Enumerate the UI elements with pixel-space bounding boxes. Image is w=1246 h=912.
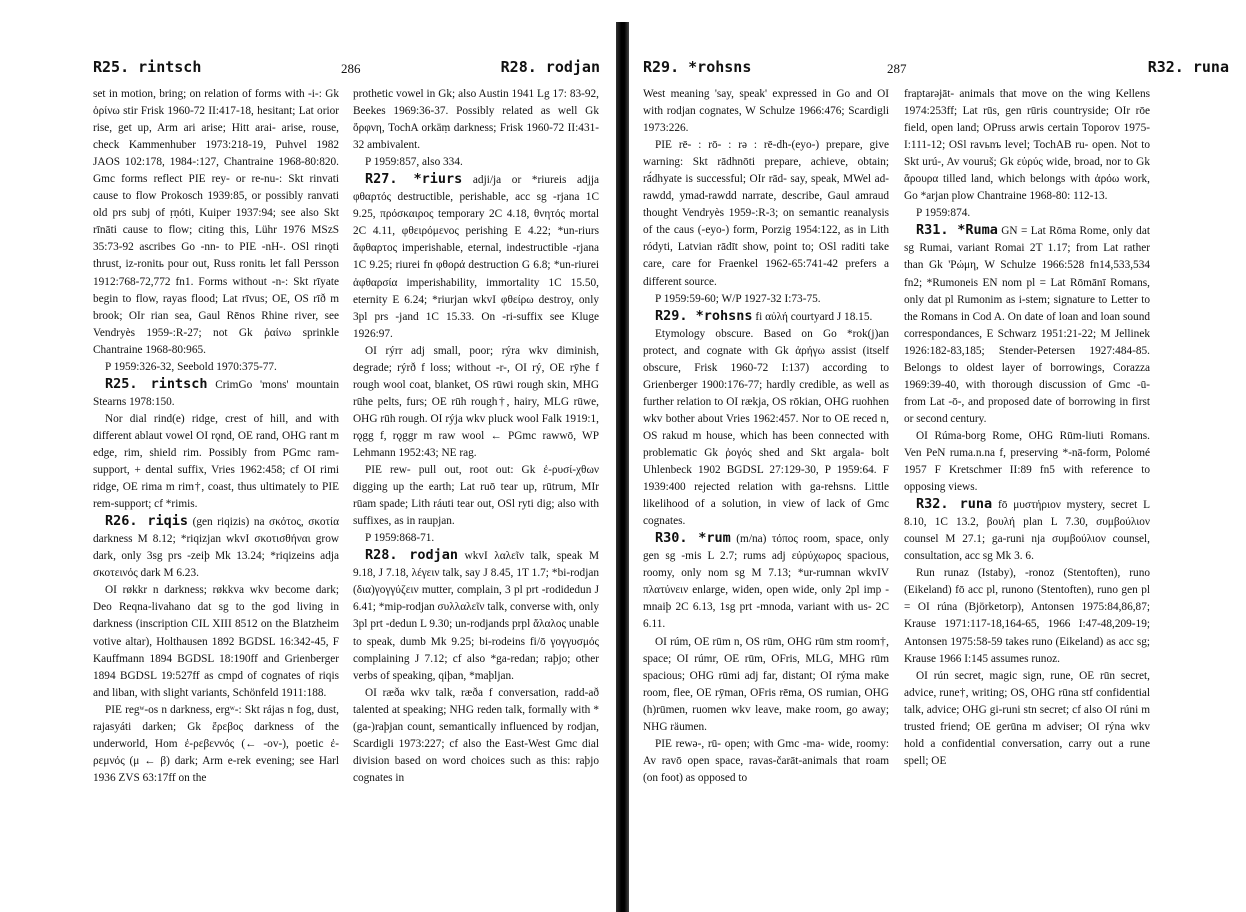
paragraph-text: (m/na) τόπος room, space, only gen sg -mis L 2.7; rums adj εὐρύχωρος spacious, roomy, only nom sg M 7.13; *ur-rumnan wkvIV πλατύνειν enlarge, widen, open wide, only 2pl imp -mnaiþ 2C 6.13, 1sg prt -mnoda, variant with us- 2C 6.11. bbox=[643, 533, 889, 631]
text-paragraph bbox=[904, 668, 1150, 770]
text-column bbox=[93, 86, 339, 787]
text-column bbox=[643, 86, 889, 787]
paragraph-text: CrimGo 'mons' mountain Stearns 1978:150. bbox=[93, 378, 339, 408]
entry-paragraph bbox=[643, 530, 889, 633]
running-head-left: R25. rintsch bbox=[93, 58, 202, 76]
paragraph-text: Etymology obscure. Based on Go *rok(j)an protect, and cognate with Gk ἀρήγω assist (itself obscure, Frisk 1960-72 I:137) according to Grienberger 1900:176-77; hardly credible, as well as further relation to OI rækja, OS rōkian, OHG ruohhen wkv bother about Vries 1962:457. Nor to OE reced n, OS rakud m house, which has been connected with problematic Gk ῥογός shed and Skt argala- bolt Uhlenbeck 1902 BGDSL 27:129-30, P 1959:64. F 1939:400 rejected relation with ga-rehsns. Little likelihood of a solution, in view of lack of Gmc cognates. bbox=[643, 327, 889, 528]
paragraph-text: (gen riqizis) na σκότος, σκοτία darkness M 8.12; *riqizjan wkvI σκοτισθήναι grow dark, only 3sg prs -zeiþ Mk 13.24; *riqizeins adja σκοτεινός dark M 6.23. bbox=[93, 516, 339, 580]
paragraph-text: P 1959:874. bbox=[916, 207, 971, 220]
running-head-right: R28. rodjan bbox=[500, 58, 600, 76]
paragraph-text: P 1959:326-32, Seebold 1970:375-77. bbox=[105, 360, 277, 373]
text-paragraph bbox=[93, 702, 339, 787]
running-head-left: R29. *rohsns bbox=[643, 58, 752, 76]
text-paragraph bbox=[904, 86, 1150, 205]
text-column bbox=[904, 86, 1150, 770]
left-page bbox=[0, 0, 621, 912]
entry-paragraph bbox=[353, 547, 599, 684]
text-paragraph bbox=[643, 291, 889, 308]
text-paragraph bbox=[353, 343, 599, 462]
entry-headword: R25. rintsch bbox=[105, 375, 208, 392]
text-paragraph bbox=[353, 86, 599, 154]
paragraph-text: P 1959:857, also 334. bbox=[365, 156, 463, 169]
page-number: 287 bbox=[887, 61, 907, 76]
paragraph-text: wkvI λαλεῖν talk, speak M 9.18, J 7.18, λέγειν talk, say J 8.45, 1T 1.7; *bi-rodjan (δια)γογγύζειν mutter, complain, 3 pl prt -rodidedun J 6.41; *mip-rodjan συλλαλεῖν talk, converse with, only 3pl prt -dedun L 9.30; un-rodjands prpl ἄλαλος unable to speak, dumb Mk 9.25; bi-rodeins fi/ō γογγυσμός complaining J 7.12; cf also *ga-redan; raþjo; other verbs of speaking, qiþan, *maþljan. bbox=[353, 550, 600, 682]
text-paragraph bbox=[353, 685, 599, 787]
text-paragraph bbox=[93, 86, 339, 359]
text-paragraph bbox=[904, 565, 1150, 667]
text-paragraph bbox=[93, 582, 339, 701]
entry-headword: R28. rodjan bbox=[365, 547, 459, 564]
paragraph-text: P 1959:59-60; W/P 1927-32 I:73-75. bbox=[655, 292, 821, 305]
paragraph-text: PIE rew- pull out, root out: Gk ἐ-ρυσί-χθων digging up the earth; Lat ruō tear up, rūtrum, MIr rūam spade; Lith ráuti tear out, OSl ryti dig; also with suffixes, as in raupjan. bbox=[353, 464, 599, 528]
page-number: 286 bbox=[341, 61, 361, 76]
running-head-right: R32. runa bbox=[1147, 58, 1229, 76]
text-paragraph bbox=[643, 736, 889, 787]
entry-paragraph bbox=[353, 171, 599, 342]
paragraph-text: prothetic vowel in Gk; also Austin 1941 Lg 17: 83-92, Beekes 1969:36-37. Possibly related as well Gk ὄρφνη, TochA orkäṃ darkness; Frisk 1960-72 II:431-32 ambivalent. bbox=[353, 88, 599, 152]
paragraph-text: fi αὐλή courtyard J 18.15. bbox=[752, 310, 873, 323]
entry-headword: R29. *rohsns bbox=[655, 307, 753, 324]
entry-headword: R31. *Ruma bbox=[916, 222, 998, 239]
paragraph-text: fō μυστήριον mystery, secret L 8.10, 1C 13.2, βουλή plan L 7.30, συμβούλιον counsel M 27.1; ga-runi nja συμβούλιον counsel, consultation, acc sg Mk 3. 6. bbox=[904, 499, 1150, 563]
entry-headword: R32. runa bbox=[916, 496, 993, 513]
paragraph-text: OI Rúma-borg Rome, OHG Rūm-liuti Romans. Ven PeN ruma.n.na f, preserving *-nā-form, Polomé 1957 F Kretschmer II:89 fn5 with reference to opposing views. bbox=[904, 429, 1150, 494]
paragraph-text: OI røkkr n darkness; røkkva wkv become dark; Deo Reqna-livahano dat sg to the god living in darkness (inscription CIL XIII 8512 on the Blatzheim votive altar), Holthausen 1892 BGDSL 16:342-45, F Kauffmann 1894 BGDSL 18:190ff and Grienberger 1894 BGDSL 19:527ff as cmpd of cognates of riqis and liban, with slight variants, Schönfeld 1911:188. bbox=[93, 584, 339, 699]
paragraph-text: P 1959:868-71. bbox=[365, 532, 435, 545]
entry-paragraph bbox=[643, 308, 889, 326]
paragraph-text: fraptarəjāt- animals that move on the wing Kellens 1974:253ff; Lat rūs, gen rūris countryside; OIr rōe field, open land; OPruss arwis certain Toporov 1975- I:111-12; OSl ravьnъ level; TochAB ru- open. Not to Skt urú-, Av vouruš; Gk εὐρύς wide, broad, nor to Gk ἄρουρα tilled land, which belongs with ἀρόω work, Go *arjan plow Chantraine 1968-80: 112-13. bbox=[904, 88, 1150, 203]
entry-paragraph bbox=[93, 513, 339, 582]
text-paragraph bbox=[353, 154, 599, 171]
entry-paragraph bbox=[93, 376, 339, 411]
text-paragraph bbox=[353, 530, 599, 547]
paragraph-text: GN = Lat Rōma Rome, only dat sg Rumai, variant Romai 2T 1.17; from Lat rather than Gk 'Ρώμη, W Schulze 1966:528 fn14,533,534 fn2; *Rumoneis EN nom pl = Lat Rōmānī Romans, only dat pl Rumonim as i-stem; signature to Letter to the Romans in Cod A. On date of loan and loan sound correspondances, E Schwarz 1951:21-22; M Jellinek 1926:182-83,185; Stender-Petersen 1927:484-85. Belongs to oldest layer of borrowings, Corazza 1969:39-40, with thorough discussion of Gmc -ū- from Lat -ō-, and proposed date of borrowing in first or second century. bbox=[904, 225, 1150, 425]
paragraph-text: Run runaz (Istaby), -ronoz (Stentoften), runo (Eikeland) fō acc pl, runono (Stentoften), runo gen pl = OI rúna (Björketorp), Antonsen 1975:84,86,87; Krause 1971:117-18,164-65, 1966 I:47-48,209-19; Antonsen 1975:58-59 takes runo (Eikeland) as acc sg; Krause 1966 I:145 assumes runoz. bbox=[904, 567, 1150, 665]
paragraph-text: OI rýrr adj small, poor; rýra wkv diminish, degrade; rýrð f loss; without -r-, OI rý, OE rȳhe f rough wool coat, blanket, OS rūwi rough skin, MHG rūhe pelts, furs; OE rūh rough†, hairy, MLG rūwe, OHG rūh rough. OI rýja wkv pluck wool Falk 1919:1, rǫgg f, rǫggr m raw wool ← PGmc rawwō, WP Lehmann 1952:43; NE rag. bbox=[353, 344, 599, 459]
paragraph-text: OI ræða wkv talk, ræða f conversation, radd-að talented at speaking; NHG reden talk, formally with *(ga-)raþjan count, semantically influenced by rodjan, Scardigli 1973:227; cf also the East-West Gmc dial division based on word choices such as this: raþjo cognates in bbox=[353, 686, 599, 784]
paragraph-text: PIE regʷ-os n darkness, ergʷ-: Skt rájas n fog, dust, rajasyáti darken; Gk ἔρεβος darkness of the underworld, Hom ἐ-ρεβεννός (← -ov-), poetic ἐ-ρεμνός (μ ← β) dark; Arm e-rek evening; see Harl 1936 ZVS 63:17ff on the bbox=[93, 703, 339, 784]
text-paragraph bbox=[643, 86, 889, 137]
paragraph-text: OI rún secret, magic sign, rune, OE rūn secret, advice, rune†, writing; OS, OHG rūna stf confidential talk, advice; OHG gi-runi stn secret; cf also OI rúni m trusted friend; OE gerūna m adviser; OI rýna wkv hold a confidential conversation, carry out a rune spell; OE bbox=[904, 669, 1150, 767]
paragraph-text: West meaning 'say, speak' expressed in Go and OI with rodjan cognates, W Schulze 1966:476; Scardigli 1973:226. bbox=[643, 88, 889, 135]
paragraph-text: PIE rē- : rō- : rə : rē-dh-(eyo-) prepare, give warning: Skt rādhnōti prepare, achieve, obtain; rā́dhyate is successful; OIr rād- say, speak, MWel ad-rawdd, ymad-rawdd narrate, describe, Gaul amraud thought Vendryès 1959-:R-3; on semantic reanalysis of the caus (-eyo-) form, Porzig 1954:122, as in Lith ródyti, Latvian rādīt show, point to; OSl raditi take care, care for Fraenkel 1962-65:741-42 prefers a different source. bbox=[643, 139, 889, 288]
right-page bbox=[626, 0, 1246, 912]
text-paragraph bbox=[93, 359, 339, 376]
entry-headword: R30. *rum bbox=[655, 530, 731, 547]
paragraph-text: OI rúm, OE rūm n, OS rūm, OHG rūm stm room†, space; OI rúmr, OE rūm, OFris, MLG, MHG rūm spacious; OHG rūmi adj far, distant; OI rýma make room, flee, OE rȳman, OFris rēma, OS rumian, OHG (h)rūmen, ruomen wkv leave, make room, go away; NHG räumen. bbox=[643, 635, 889, 733]
text-paragraph bbox=[643, 634, 889, 736]
text-column bbox=[353, 86, 599, 787]
text-paragraph bbox=[643, 326, 889, 531]
entry-paragraph bbox=[904, 222, 1150, 428]
text-paragraph bbox=[904, 428, 1150, 496]
paragraph-text: Nor dial rind(e) ridge, crest of hill, and with different ablaut vowel OI rǫnd, OE rand, OHG rant m edge, rim, shield rim. Possibly from PGmc ram- support, + dental suffix, Vries 1962:458; cf OI rimi ridge, OE rima m rim†, coast, thus ultimately to PIE rem-support; cf *rimis. bbox=[93, 412, 339, 511]
text-paragraph bbox=[643, 137, 889, 290]
text-paragraph bbox=[93, 411, 339, 513]
entry-headword: R27. *riurs bbox=[365, 171, 463, 188]
paragraph-text: PIE rewə-, rū- open; with Gmc -ma- wide, roomy: Av ravō open space, ravas-čarāt-animals that roam (on foot) as opposed to bbox=[643, 737, 889, 784]
text-paragraph bbox=[904, 205, 1150, 222]
entry-headword: R26. riqis bbox=[105, 513, 189, 530]
entry-paragraph bbox=[904, 496, 1150, 565]
paragraph-text: adji/ja or *riureis adjja φθαρτός destructible, perishable, acc sg -rjana 1C 9.25, πρόσκαιρος temporary 2C 4.18, θνητός mortal 2C 4.11, φθειρόμενος perishing E 4.22; *un-riurs ἄφθαρτος imperishable, eternal, indestructible -rjana 1C 9.25; riurei fn φθορά destruction G 6.8; *un-riurei ἀφθαρσία imperishability, immortality 1C 15.50, eternity E 6.24; *riurjan wkvI φθείρω destroy, only 3pl prs -jand 1C 15.33. On -ri-suffix see Kluge 1926:97. bbox=[353, 174, 600, 340]
paragraph-text: set in motion, bring; on relation of forms with -i-: Gk ὀρίνω stir Frisk 1960-72 II:417-18, hesitant; Lat orior rise, get up, Arm ari arise; Hitt arai- arise, rouse, check Kammenhuber 1973:218-19, Puhvel 1982 JAOS 102:178, 1984-:127, Chantraine 1968-80:820. Gmc forms reflect PIE rey- or re-nu-: Skt rinvati cause to flow Prokosch 1939:85, or possibly ranvati old prs subj of ṛṇóti, Kuiper 1937:94; see also Skt rīnāti cause to flow; citing this, Lühr 1976 MSzS 35:73-92 ascribes Go -nn- to PIE -nH-. OSl rinǫti thrust, iz-ronitь pour out, Russ ronitь let fall Persson 1912:768-72,772 fn1. Forms without -n-: Skt rīyate begin to flow, rayas flood; Lat rīvus; OE, OS rīð m brook; OIr rian sea, Gaul Rēnos Rhine river, see Vendryès 1959-:R-27; not Gk ῥαίνω sprinkle Chantraine 1968-80:965. bbox=[93, 88, 339, 356]
text-paragraph bbox=[353, 462, 599, 530]
